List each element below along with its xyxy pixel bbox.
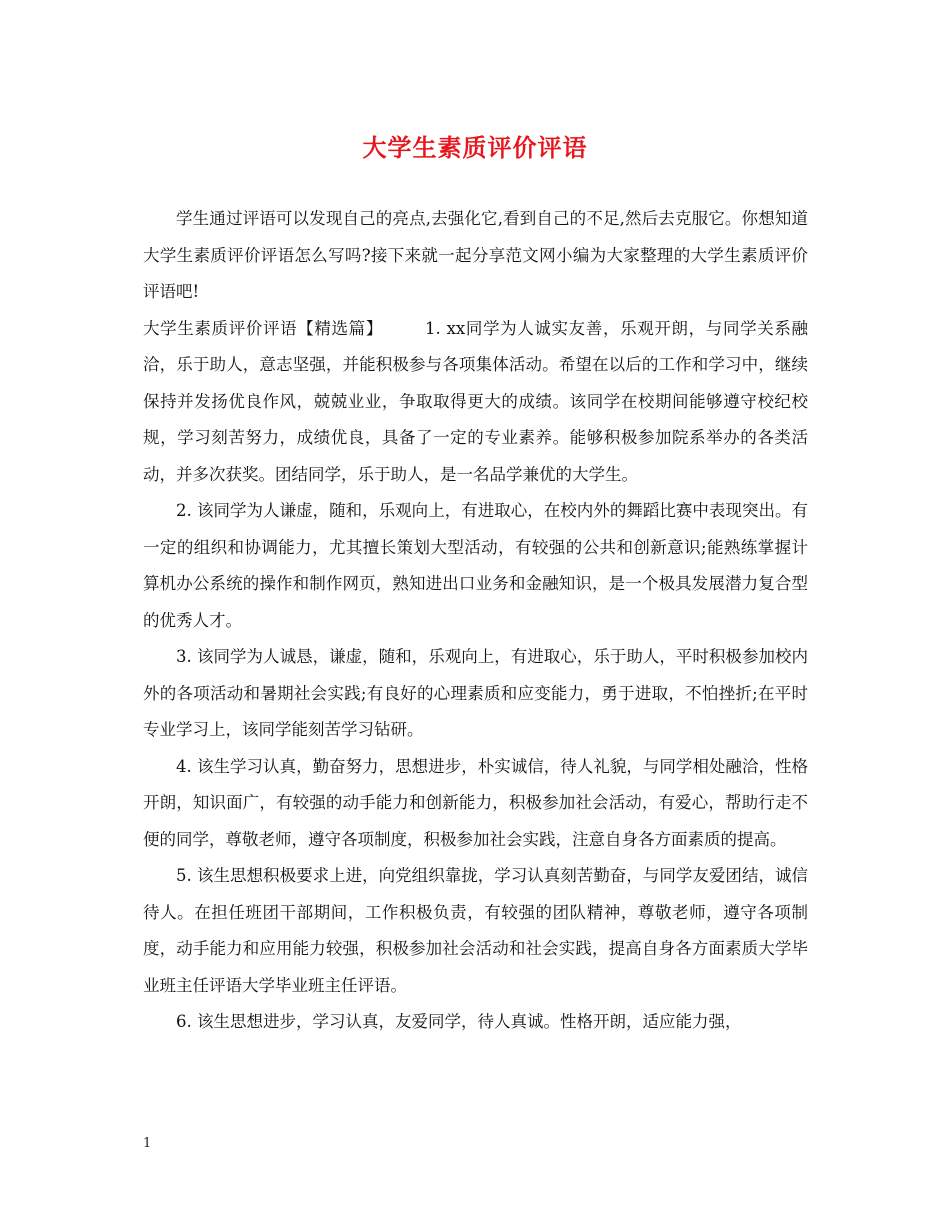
document-body [143, 201, 808, 1041]
section-paragraph [143, 311, 808, 494]
section-heading: 大学生素质评价评语【精选篇】 [143, 318, 383, 338]
document-title: 大学生素质评价评语 [362, 133, 588, 162]
intro-paragraph: 学生通过评语可以发现自己的亮点,去强化它,看到自己的不足,然后去克服它。你想知道大学生素质评价评语怎么写吗?接下来就一起分享范文网小编为大家整理的大学生素质评价评语吧! [143, 209, 808, 301]
comment-item-1: 1. xx同学为人诚实友善，乐观开朗，与同学关系融洽，乐于助人，意志坚强，并能积极参与各项集体活动。希望在以后的工作和学习中，继续保持并发扬优良作风，兢兢业业，争取取得更大的成绩。该同学在校期间能够遵守校纪校规，学习刻苦努力，成绩优良，具备了一定的专业素养。能够积极参加院系举办的各类活动，并多次获奖。团结同学，乐于助人，是一名品学兼优的大学生。 [143, 318, 809, 484]
comment-item-3: 3. 该同学为人诚恳，谦虚，随和，乐观向上，有进取心，乐于助人，平时积极参加校内外的各项活动和暑期社会实践;有良好的心理素质和应变能力，勇于进取，不怕挫折;在平时专业学习上，该同学能刻苦学习钻研。 [143, 647, 808, 739]
comment-item-6: 6. 该生思想进步，学习认真，友爱同学，待人真诚。性格开朗，适应能力强， [176, 1012, 742, 1031]
comment-item-5: 5. 该生思想积极要求上进，向党组织靠拢，学习认真刻苦勤奋，与同学友爱团结，诚信待人。在担任班团干部期间，工作积极负责，有较强的团队精神，尊敬老师，遵守各项制度，动手能力和应用能力较强，积极参加社会活动和社会实践，提高自身各方面素质大学毕业班主任评语大学毕业班主任评语。 [143, 866, 808, 995]
page-number: 1 [143, 1136, 152, 1151]
comment-item-2: 2. 该同学为人谦虚，随和，乐观向上，有进取心，在校内外的舞蹈比赛中表现突出。有一定的组织和协调能力，尤其擅长策划大型活动，有较强的公共和创新意识;能熟练掌握计算机办公系统的操作和制作网页，熟知进出口业务和金融知识，是一个极具发展潜力复合型的优秀人才。 [143, 501, 808, 630]
comment-item-4: 4. 该生学习认真，勤奋努力，思想进步，朴实诚信，待人礼貌，与同学相处融洽，性格开朗，知识面广，有较强的动手能力和创新能力，积极参加社会活动，有爱心，帮助行走不便的同学，尊敬老师，遵守各项制度，积极参加社会实践，注意自身各方面素质的提高。 [143, 756, 808, 849]
